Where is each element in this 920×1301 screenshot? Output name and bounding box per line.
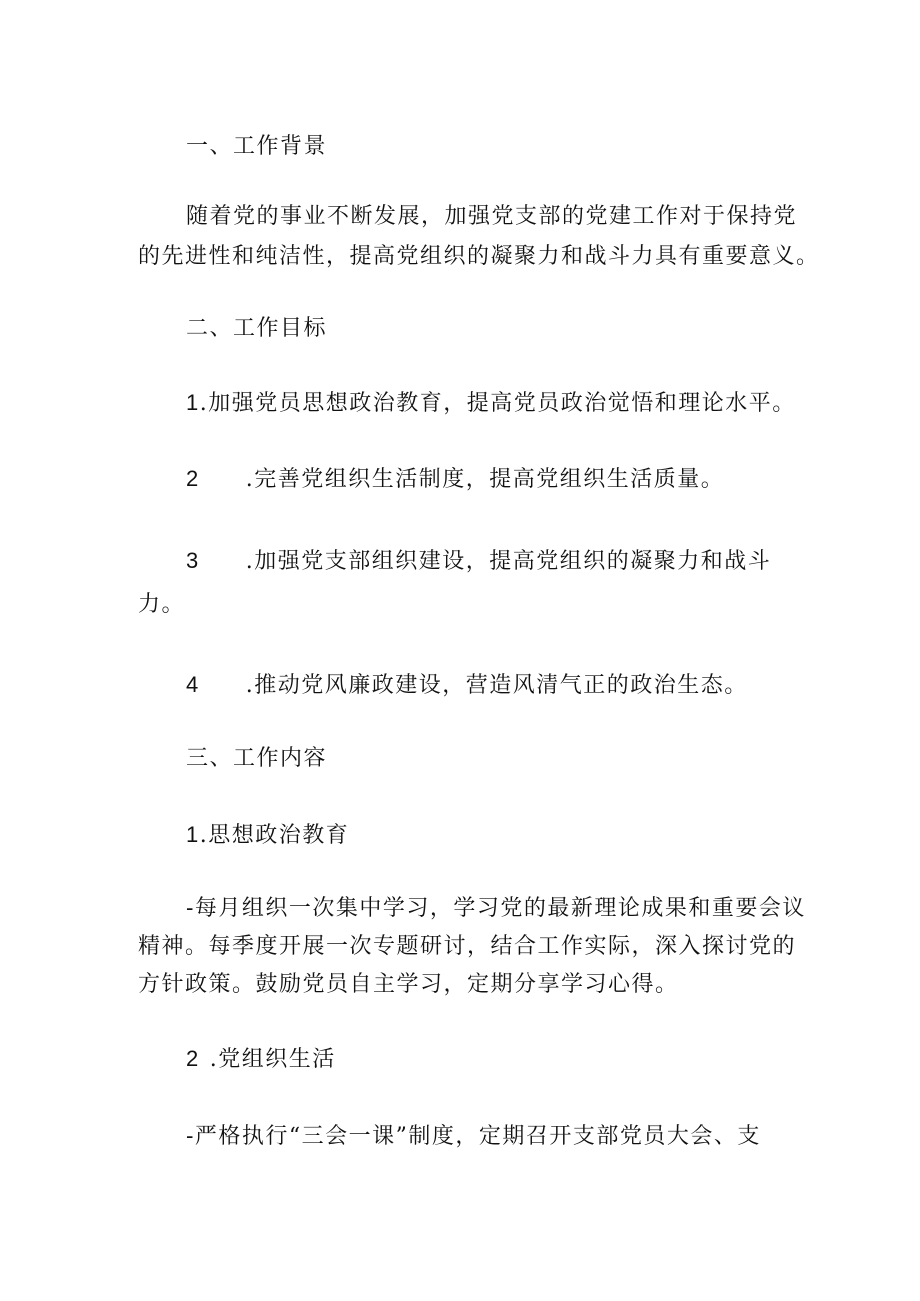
section-heading-goals: 二、工作目标 [186,316,328,341]
item-number: 3 [186,548,200,573]
paragraph-line: -每月组织一次集中学习，学习党的最新理论成果和重要会议 [186,896,806,921]
paragraph-line: 精神。每季度开展一次专题研讨，结合工作实际，深入探讨党的 [138,934,797,959]
goal-item-4 [186,670,748,701]
paragraph-line: 方针政策。鼓励党员自主学习，定期分享学习心得。 [138,972,679,997]
goal-item-2 [186,464,724,495]
subsection-heading-2 [186,1044,336,1075]
paragraph-line: 随着党的事业不断发展，加强党支部的党建工作对于保持党 [186,204,798,229]
section-heading-background: 一、工作背景 [186,134,328,159]
item-number: 4 [186,672,200,697]
item-text: .推动党风廉政建设，营造风清气正的政治生态。 [245,673,748,698]
item-number: 2 [186,466,200,491]
subsection-title: .思想政治教育 [199,823,350,848]
subsection-title: .党组织生活 [209,1047,336,1072]
paragraph-line: 的先进性和纯洁性，提高党组织的凝聚力和战斗力具有重要意义。 [138,244,820,269]
item-text: .加强党支部组织建设，提高党组织的凝聚力和战斗 [245,549,772,574]
item-number: 2 [186,1046,200,1071]
section-heading-content: 三、工作内容 [186,746,328,771]
goal-item-1 [186,388,796,419]
item-text: .加强党员思想政治教育，提高党员政治觉悟和理论水平。 [199,391,796,416]
item-number: 1 [186,822,200,847]
goal-item-3-continuation: 力。 [138,592,186,617]
item-number: 1 [186,390,200,415]
goal-item-3 [186,546,771,577]
paragraph-line: -严格执行“三会一课”制度，定期召开支部党员大会、支 [186,1124,761,1149]
item-text: .完善党组织生活制度，提高党组织生活质量。 [245,467,725,492]
subsection-heading-1 [186,820,349,851]
